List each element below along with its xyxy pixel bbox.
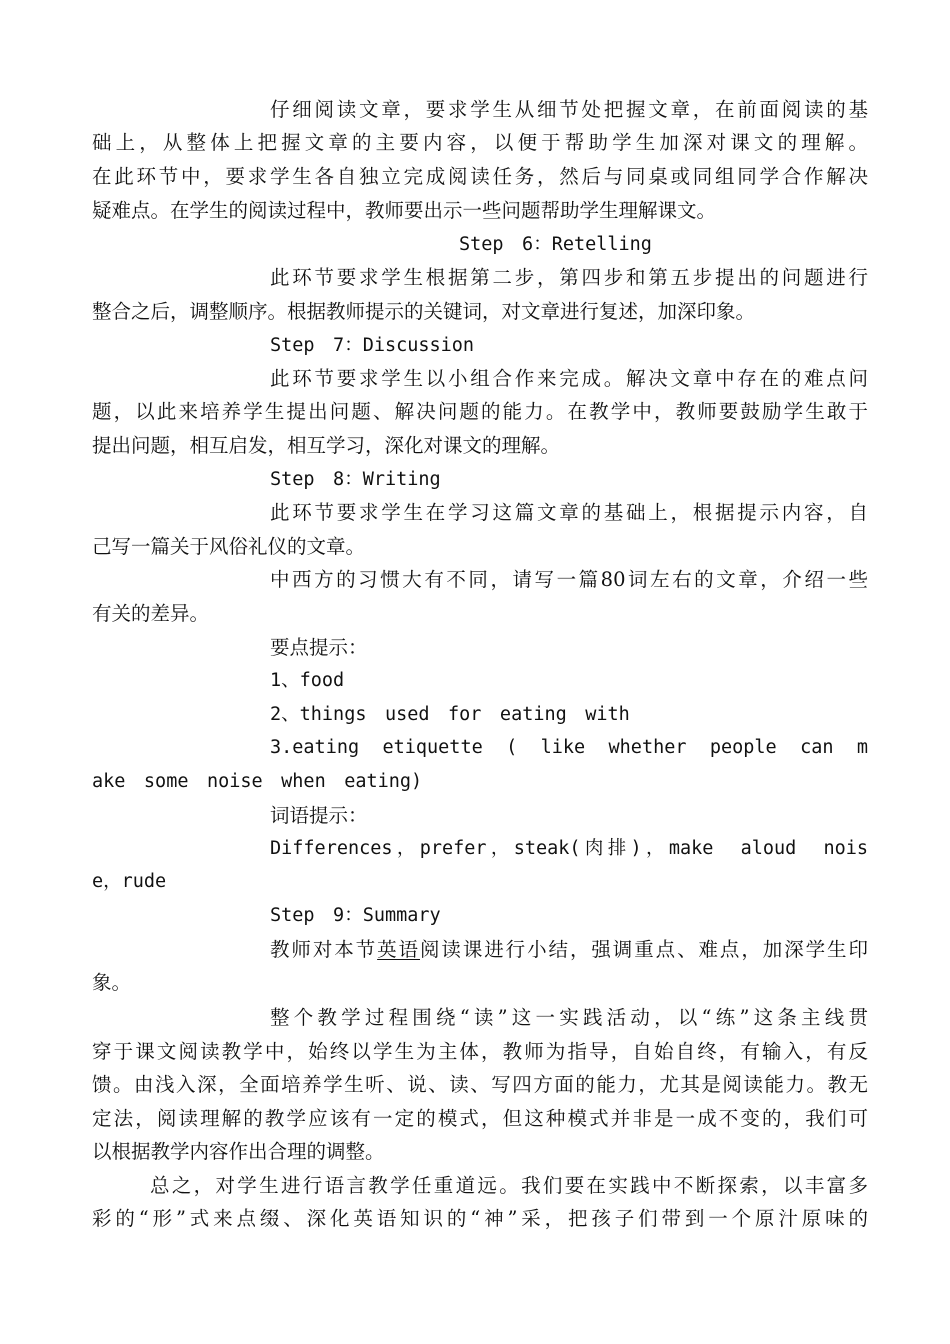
list-item: 3.eating etiquette ( like whether people can m	[270, 737, 868, 758]
paragraph-line: 仔细阅读文章，要求学生从细节处把握文章，在前面阅读的基	[270, 98, 868, 121]
word-hints-line: Differences，prefer，steak(肉排)，make aloud nois	[270, 838, 868, 859]
paragraph-line: 有关的差异。	[92, 602, 210, 625]
paragraph-line: 此环节要求学生在学习这篇文章的基础上，根据提示内容，自	[270, 501, 868, 524]
paragraph-line: 此环节要求学生以小组合作来完成。解决文章中存在的难点问	[270, 367, 868, 390]
paragraph-line: 穿于课文阅读教学中，始终以学生为主体，教师为指导，自始自终，有输入，有反	[92, 1040, 868, 1063]
step-heading: Step 9：Summary	[270, 905, 441, 926]
step-heading: Step 6：Retelling	[459, 234, 652, 255]
paragraph-line: 中西方的习惯大有不同，请写一篇80词左右的文章，介绍一些	[270, 568, 868, 591]
paragraph-line: 础上，从整体上把握文章的主要内容，以便于帮助学生加深对课文的理解。	[92, 131, 868, 154]
subheading: 词语提示：	[270, 804, 368, 827]
paragraph-line: 整个教学过程围绕“读”这一实践活动，以“练”这条主线贯	[270, 1006, 868, 1029]
english-link[interactable]: 英语	[377, 938, 420, 961]
step-heading: Step 7：Discussion	[270, 335, 475, 356]
paragraph-line: 疑难点。在学生的阅读过程中，教师要出示一些问题帮助学生理解课文。	[92, 199, 717, 222]
word-hints-line: e，rude	[92, 871, 167, 892]
paragraph-line: 总之，对学生进行语言教学任重道远。我们要在实践中不断探索，以丰富多	[150, 1174, 868, 1197]
text-segment: 教师对本节	[270, 938, 378, 961]
list-item: 2、things used for eating with	[270, 704, 630, 725]
list-item: 1、food	[270, 670, 345, 691]
paragraph-line: 象。	[92, 971, 132, 994]
paragraph-line: 馈。由浅入深，全面培养学生听、说、读、写四方面的能力，尤其是阅读能力。教无	[92, 1073, 868, 1096]
paragraph-line: 己写一篇关于风俗礼仪的文章。	[92, 535, 366, 558]
paragraph-line: 定法，阅读理解的教学应该有一定的模式，但这种模式并非是一成不变的，我们可	[92, 1107, 868, 1130]
paragraph-line: 在此环节中，要求学生各自独立完成阅读任务，然后与同桌或同组同学合作解决	[92, 165, 868, 188]
text-segment: 阅读课进行小结，强调重点、难点，加深学生印	[419, 938, 868, 961]
paragraph-line: 题，以此来培养学生提出问题、解决问题的能力。在教学中，教师要鼓励学生敢于	[92, 400, 868, 423]
paragraph-line: 此环节要求学生根据第二步，第四步和第五步提出的问题进行	[270, 266, 868, 289]
list-item: ake some noise when eating)	[92, 771, 423, 792]
paragraph-line	[270, 937, 868, 963]
paragraph-line: 提出问题，相互启发，相互学习，深化对课文的理解。	[92, 434, 561, 457]
paragraph-line: 整合之后，调整顺序。根据教师提示的关键词，对文章进行复述，加深印象。	[92, 300, 756, 323]
paragraph-line: 以根据教学内容作出合理的调整。	[92, 1140, 385, 1163]
subheading: 要点提示：	[270, 636, 368, 659]
paragraph-line: 彩的“形”式来点缀、深化英语知识的“神”采，把孩子们带到一个原汁原味的	[92, 1207, 868, 1230]
step-heading: Step 8：Writing	[270, 469, 441, 490]
